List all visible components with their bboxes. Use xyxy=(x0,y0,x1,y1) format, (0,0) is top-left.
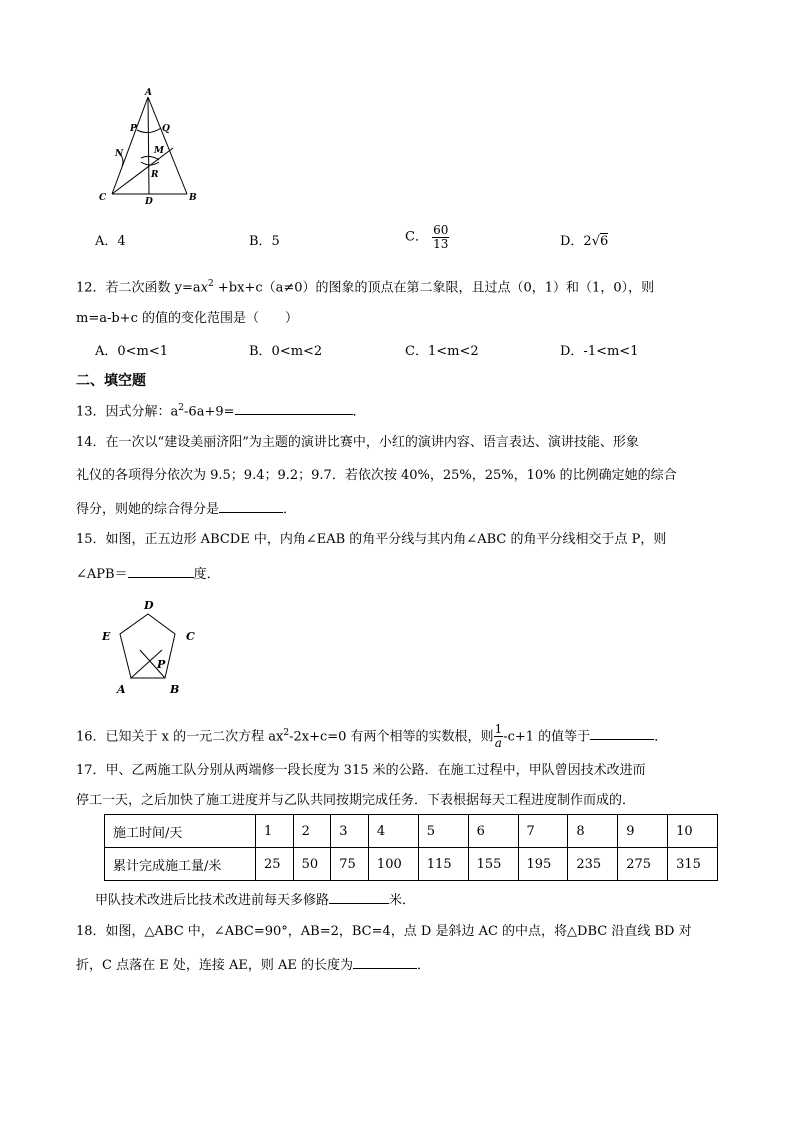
q11-option-c-fraction xyxy=(432,224,449,251)
q18-text-a: 折，C 点落在 E 处，连接 AE，则 AE 的长度为 xyxy=(76,958,353,973)
table-cell: 9 xyxy=(618,815,668,848)
table-cell: 115 xyxy=(418,848,468,881)
q12-option-c: C．1<m<2 xyxy=(405,344,479,359)
table-cell: 5 xyxy=(418,815,468,848)
q17-progress-table xyxy=(104,814,718,881)
q14-line-3 xyxy=(76,500,296,518)
q13-line xyxy=(76,400,366,420)
q12-option-d: D．-1<m<1 xyxy=(560,344,639,359)
table-cell: 3 xyxy=(331,815,369,848)
q11-option-c-prefix: C． xyxy=(405,229,428,245)
q18-end: ． xyxy=(417,958,431,973)
q16-text-c: -c+1 的值等于 xyxy=(503,729,591,745)
table-cell: 155 xyxy=(468,848,518,881)
table-cell: 100 xyxy=(368,848,418,881)
arc-m1 xyxy=(141,156,159,160)
pentagon-label-d: D xyxy=(144,599,154,612)
label-q: Q xyxy=(162,124,170,134)
label-m: M xyxy=(154,146,164,156)
table-row xyxy=(105,848,718,881)
q11-c-numerator: 60 xyxy=(433,223,449,237)
q11-option-d-prefix: D．2 xyxy=(560,234,592,249)
table-cell: 75 xyxy=(331,848,369,881)
q14-line-1: 14．在一次以“建设美丽济阳”为主题的演讲比赛中，小红的演讲内容、语言表达、演讲技能、形象 xyxy=(76,435,639,450)
q12-line-1 xyxy=(76,276,654,296)
table-cell: 6 xyxy=(468,815,518,848)
q12-line-2: m=a-b+c 的值的变化范围是（ ） xyxy=(76,311,298,326)
q17-line-2: 停工一天，之后加快了施工进度并与乙队共同按期完成任务．下表根据每天工程进度制作而成的． xyxy=(76,793,636,808)
section-title-fill-blank: 二、填空题 xyxy=(76,373,146,389)
arc-pq xyxy=(137,128,161,133)
sqrt-symbol: √ xyxy=(591,234,600,249)
q14-end: ． xyxy=(283,502,297,517)
pentagon-abcde xyxy=(120,614,175,678)
arc-m2 xyxy=(141,162,159,165)
q13-answer-blank[interactable] xyxy=(235,402,353,415)
table-cell: 25 xyxy=(256,848,294,881)
q12-option-a: A．0<m<1 xyxy=(95,344,169,359)
q16-answer-blank[interactable] xyxy=(590,727,654,740)
edge-ab-left xyxy=(112,97,148,194)
q11-d-radicand: 6 xyxy=(600,234,609,249)
label-b: B xyxy=(189,193,197,203)
q15-answer-blank[interactable] xyxy=(128,565,194,578)
label-d: D xyxy=(145,197,153,207)
table-row xyxy=(105,815,718,848)
q12-option-b: B．0<m<2 xyxy=(249,344,323,359)
q13-sup: 2 xyxy=(178,403,185,413)
pentagon-figure xyxy=(96,596,208,700)
q17-line-1: 17．甲、乙两施工队分别从两端修一段长度为 315 米的公路．在施工过程中，甲队曾因技术改进而 xyxy=(76,763,646,778)
q15-line-1: 15．如图，正五边形 ABCDE 中，内角∠EAB 的角平分线与其内角∠ABC 的角平分线相交于点 P，则 xyxy=(76,532,667,547)
q14-line-2: 礼仪的各项得分依次为 9.5；9.4；9.2；9.7．若依次按 40%，25%，25%，10% 的比例确定她的综合 xyxy=(76,468,677,483)
q15-line-2 xyxy=(76,565,220,583)
table-cell: 10 xyxy=(668,815,718,848)
q17-answer-text: 甲队技术改进后比技术改进前每天多修路 xyxy=(95,893,330,908)
q16-text-b: -2x+c=0 有两个相等的实数根，则 xyxy=(289,729,494,745)
q12-sup: 2 xyxy=(208,279,214,289)
table-cell: 275 xyxy=(618,848,668,881)
table-cell: 7 xyxy=(518,815,568,848)
label-r: R xyxy=(151,170,159,180)
q13-text-b: -6a+9= xyxy=(184,404,235,420)
q16-line xyxy=(76,716,667,750)
label-a: A xyxy=(145,88,152,98)
pentagon-label-a: A xyxy=(117,683,126,696)
q18-answer-blank[interactable] xyxy=(353,956,417,969)
q11-option-d xyxy=(560,234,608,250)
q16-frac-denominator: a xyxy=(494,736,502,751)
q17-answer-blank[interactable] xyxy=(329,891,389,904)
pentagon-label-e: E xyxy=(102,630,111,643)
q18-line-1: 18．如图，△ABC 中，∠ABC=90°，AB=2，BC=4，点 D 是斜边 AC 的中点，将△DBC 沿直线 BD 对 xyxy=(76,924,692,939)
q11-option-a: A．4 xyxy=(95,234,126,249)
q16-end: ． xyxy=(654,729,668,745)
table-cell: 195 xyxy=(518,848,568,881)
table-cell: 8 xyxy=(568,815,618,848)
q13-end: ． xyxy=(352,404,366,420)
triangle-construction-figure xyxy=(95,88,210,208)
q11-option-b: B．5 xyxy=(249,234,280,249)
altitude-ad xyxy=(148,97,149,194)
table-cell: 1 xyxy=(256,815,294,848)
q14-text-a: 得分，则她的综合得分是 xyxy=(76,502,220,517)
q16-fraction xyxy=(494,723,504,750)
q12-x: x xyxy=(200,280,209,296)
q12-text-b: +bx+c（a≠0）的图象的顶点在第二象限，且过点（0，1）和（1，0），则 xyxy=(213,280,655,296)
label-n: N xyxy=(115,149,124,159)
table-cell: 50 xyxy=(293,848,331,881)
table-cell: 315 xyxy=(668,848,718,881)
q18-line-2 xyxy=(76,956,430,974)
pentagon-label-b: B xyxy=(170,683,180,696)
q13-text-a: 13．因式分解：a xyxy=(76,404,179,420)
q16-frac-numerator: 1 xyxy=(494,722,503,737)
q17-answer-end: 米． xyxy=(389,893,416,908)
pentagon-label-c: C xyxy=(186,630,195,643)
pentagon-label-p: P xyxy=(157,658,166,671)
q11-c-denominator: 13 xyxy=(433,237,449,251)
q14-answer-blank[interactable] xyxy=(219,500,283,513)
q16-sup: 2 xyxy=(283,728,290,738)
q16-text-a: 16．已知关于 x 的一元二次方程 ax xyxy=(76,729,284,745)
q17-answer-line xyxy=(95,891,415,909)
label-p: P xyxy=(130,124,137,134)
table-header-days: 施工时间/天 xyxy=(105,815,256,848)
q15-end: 度． xyxy=(193,567,220,582)
q11-option-c xyxy=(405,224,449,251)
table-cell: 2 xyxy=(293,815,331,848)
table-header-amount: 累计完成施工量/米 xyxy=(105,848,256,881)
label-c: C xyxy=(99,193,107,203)
table-cell: 4 xyxy=(368,815,418,848)
table-cell: 235 xyxy=(568,848,618,881)
q15-text-a: ∠APB＝ xyxy=(76,567,128,582)
q12-text-a: 12．若二次函数 y=a xyxy=(76,280,201,296)
